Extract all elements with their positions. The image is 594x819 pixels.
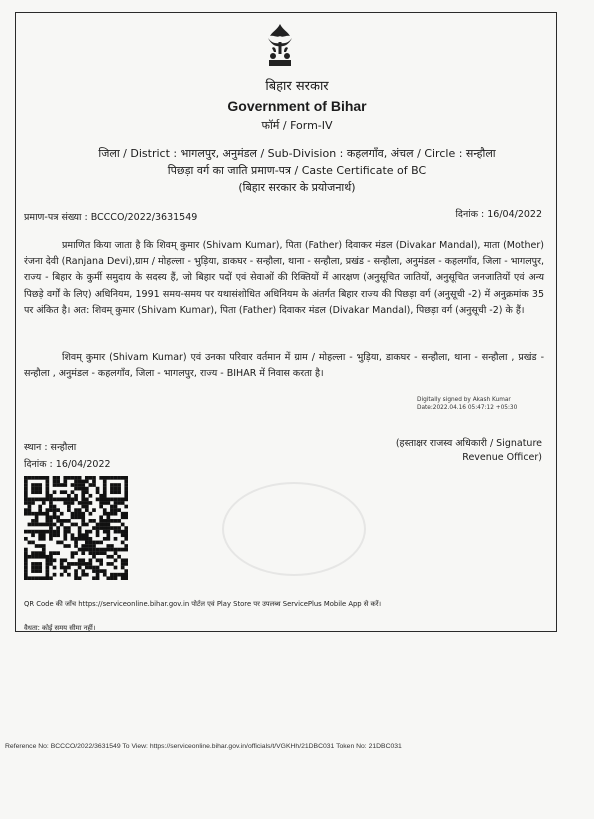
certificate-number: प्रमाण-पत्र संख्या : BCCCO/2022/3631549 — [24, 212, 198, 223]
signatory-line-2: Revenue Officer) — [462, 452, 542, 463]
digital-signature — [417, 396, 517, 412]
form-number: फॉर्म / Form-IV — [261, 119, 333, 132]
certificate-purpose: (बिहार सरकार के प्रयोजनार्थ) — [238, 181, 356, 194]
qr-verification-note: QR Code की जाँच https://serviceonline.bihar.gov.in पोर्टल एवं Play Store पर उपलब्ध ServicePlus Mobile App से करें। — [24, 600, 382, 608]
residence-paragraph: शिवम् कुमार (Shivam Kumar) एवं उनका परिवार वर्तमान में ग्राम / मोहल्ला - भुड़िया, डाकघर - सन्हौला, थाना - सन्हौला , प्रखंड - सन्हौला , अनुमंडल - कहलगाँव, जिला - भागलपुर, राज्य - BIHAR में निवास करता है। — [24, 352, 544, 380]
place-of-issue: स्थान : सन्हौला — [24, 442, 77, 453]
certificate-title: पिछड़ा वर्ग का जाति प्रमाण-पत्र / Caste Certificate of BC — [167, 164, 427, 177]
state-name-english: Government of Bihar — [227, 98, 367, 114]
qr-code-icon[interactable] — [24, 476, 128, 580]
bihar-emblem-icon — [262, 22, 298, 68]
certificate-body-paragraph: प्रमाणित किया जाता है कि शिवम् कुमार (Shivam Kumar), पिता (Father) दिवाकर मंडल (Divakar Mandal), माता (Mother) रंजना देवी (Ranjana Devi),ग्राम / मोहल्ला - भुड़िया, डाकघर - सन्हौला, थाना - सन्हौला, प्रखंड - सन्हौला, अनुमंडल - कहलगाँव, जिला - भागलपुर, राज्य - बिहार के कुर्मी समुदाय के सदस्य हैं, जो बिहार पदों एवं सेवाओं की रिक्तियों में आरक्षण (अनुसूचित जातियों, अनुसूचित जनजातियों एवं अन्य पिछड़े वर्गों के लिए) अधिनियम, 1991 समय-समय पर यथासंशोधित अधिनियम के अंतर्गत बिहार राज्य की पिछड़ा वर्ग (अनुसूची -2) में अनुक्रमांक 35 पर अंकित है। अत: शिवम् कुमार (Shivam Kumar), पिता (Father) दिवाकर मंडल (Divakar Mandal), पिछड़ा वर्ग (अनुसूची -2) के हैं। — [24, 240, 544, 316]
digital-signature-signer: Digitally signed by Akash Kumar — [417, 397, 511, 403]
footer-reference: Reference No: BCCCO/2022/3631549 To View: https://serviceonline.bihar.gov.in/officials/t/VGKHh/21DBC031 Token No: 21DBC031 — [5, 743, 402, 750]
faded-stamp-watermark — [222, 482, 366, 576]
signatory-line-1: (हस्ताक्षर राजस्व अधिकारी / Signature — [395, 438, 542, 449]
digital-signature-date: Date:2022.04.16 05:47:12 +05:30 — [417, 405, 518, 411]
state-name-hindi: बिहार सरकार — [265, 79, 329, 94]
issue-date-bottom: दिनांक : 16/04/2022 — [24, 459, 111, 470]
issue-date-top: दिनांक : 16/04/2022 — [455, 209, 542, 220]
location-line: जिला / District : भागलपुर, अनुमंडल / Sub-Division : कहलगाँव, अंचल / Circle : सन्हौला — [98, 147, 496, 160]
validity-note: वैधता: कोई समय सीमा नहीं। — [24, 624, 96, 632]
